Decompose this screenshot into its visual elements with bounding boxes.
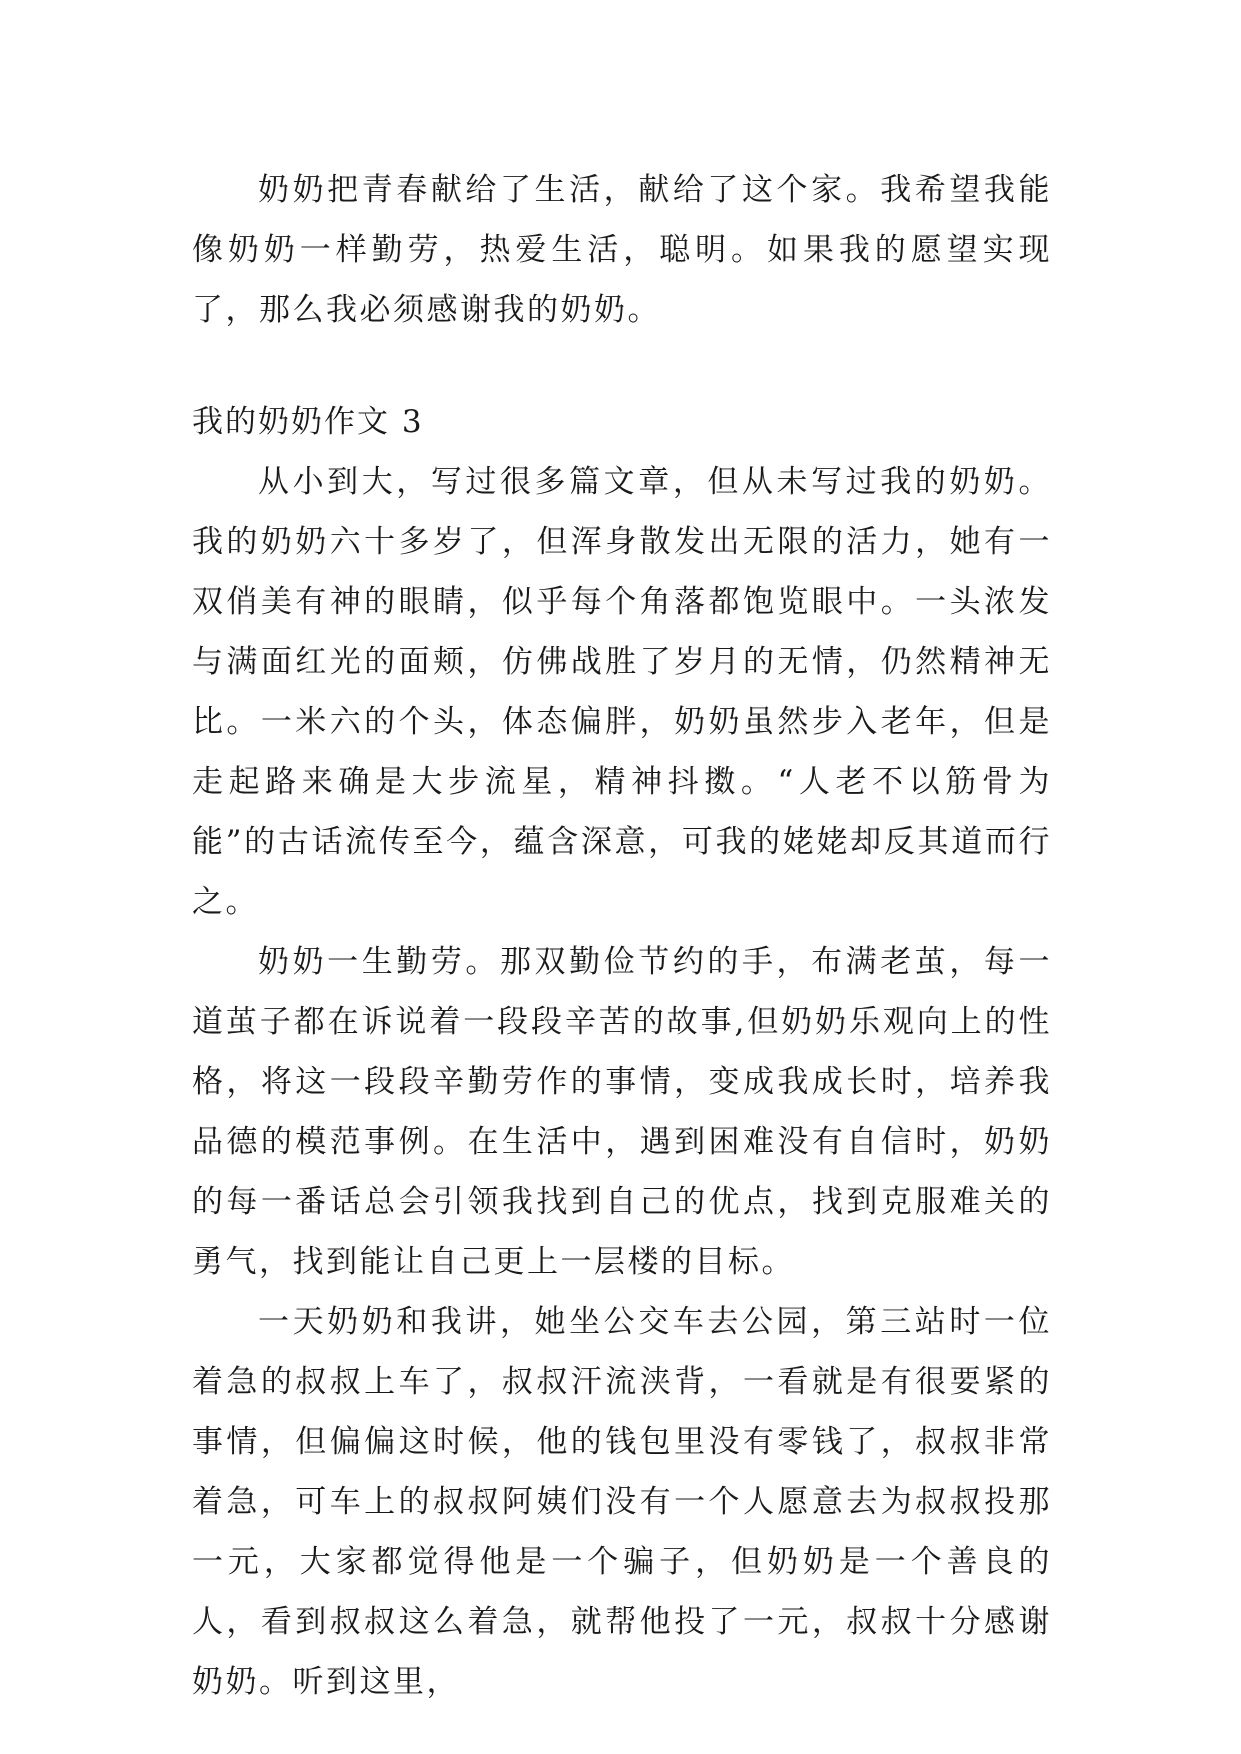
- intro-section: [192, 160, 1052, 340]
- body-paragraph-3: 一天奶奶和我讲，她坐公交车去公园，第三站时一位着急的叔叔上车了，叔叔汗流浃背，一看就是有很要紧的事情，但偏偏这时候，他的钱包里没有零钱了，叔叔非常着急，可车上的叔叔阿姨们没有一个人愿意去为叔叔投那一元，大家都觉得他是一个骗子，但奶奶是一个善良的人，看到叔叔这么着急，就帮他投了一元，叔叔十分感谢奶奶。听到这里，: [192, 1304, 1052, 1700]
- body-paragraph-1: 从小到大，写过很多篇文章，但从未写过我的奶奶。我的奶奶六十多岁了，但浑身散发出无限的活力，她有一双俏美有神的眼睛，似乎每个角落都饱览眼中。一头浓发与满面红光的面颊，仿佛战胜了岁月的无情，仍然精神无比。一米六的个头，体态偏胖，奶奶虽然步入老年，但是走起路来确是大步流星，精神抖擞。“人老不以筋骨为能”的古话流传至今，蕴含深意，可我的姥姥却反其道而行之。: [192, 464, 1052, 920]
- intro-paragraph: 奶奶把青春献给了生活，献给了这个家。我希望我能像奶奶一样勤劳，热爱生活，聪明。如果我的愿望实现了，那么我必须感谢我的奶奶。: [192, 172, 1052, 328]
- essay-body: [192, 452, 1052, 1712]
- body-paragraph-2: 奶奶一生勤劳。那双勤俭节约的手，布满老茧，每一道茧子都在诉说着一段段辛苦的故事,但奶奶乐观向上的性格，将这一段段辛勤劳作的事情，变成我成长时，培养我品德的模范事例。在生活中，遇到困难没有自信时，奶奶的每一番话总会引领我找到自己的优点，找到克服难关的勇气，找到能让自己更上一层楼的目标。: [192, 944, 1052, 1280]
- section-title: 我的奶奶作文 3: [192, 404, 424, 440]
